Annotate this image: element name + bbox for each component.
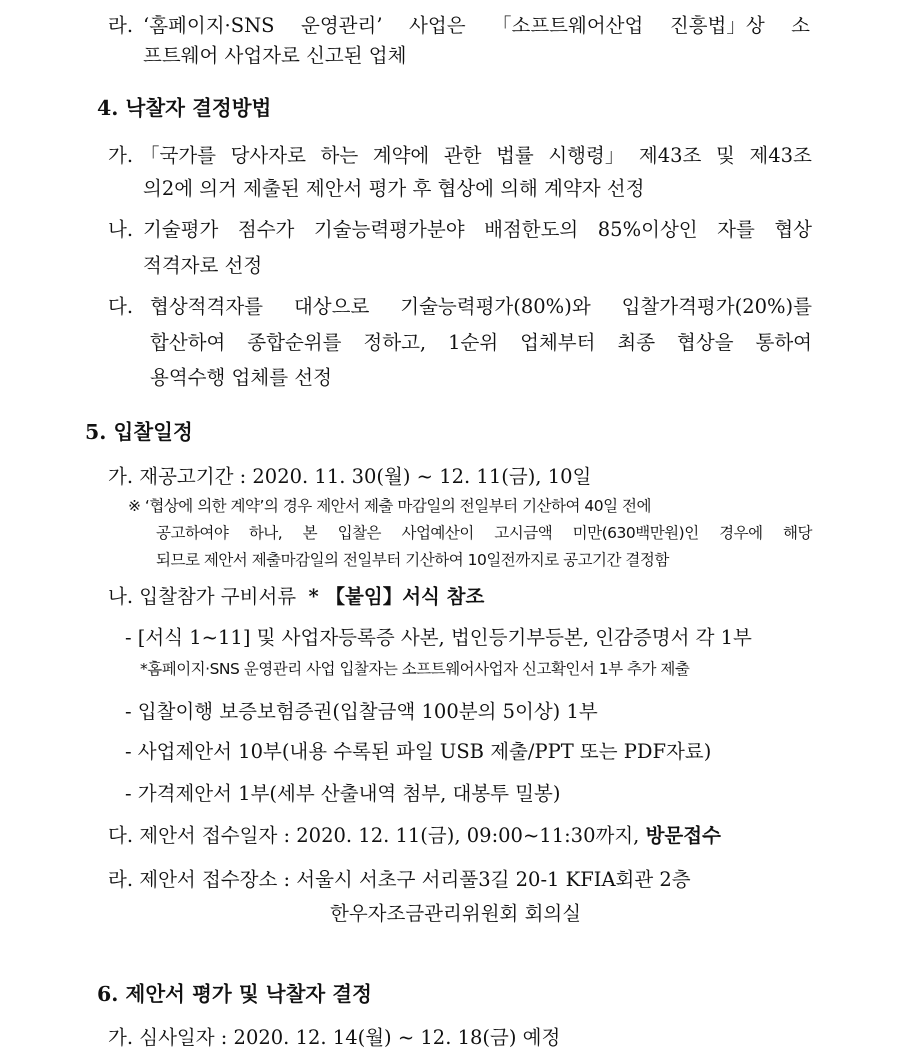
word: 소 [791,14,810,37]
word: 「국가를 [140,144,217,167]
word: 미만(630백만원)인 [572,524,699,542]
s5-da-text: 다. 제안서 접수일자 : 2020. 12. 11(금), 09:00~11:30까지, [108,824,646,847]
word: 85%이상인 [597,218,698,241]
s4-da-line3: 용역수행 업체를 선정 [150,366,332,389]
word: 합산하여 [150,331,226,354]
s5-item4: - 가격제안서 1부(세부 산출내역 첨부, 대봉투 밀봉) [125,782,561,805]
s5-item3: - 사업제안서 10부(내용 수록된 파일 USB 제출/PPT 또는 PDF자료) [125,740,712,763]
s4-ga-line1 [140,144,812,168]
s5-note-line1: ※ ‘협상에 의한 계약’의 경우 제안서 제출 마감일의 전일부터 기산하여 40일 전에 [128,497,651,515]
s4-ga-line2: 의2에 의거 제출된 제안서 평가 후 협상에 의해 계약자 선정 [143,177,645,200]
word: 배점한도의 [484,218,579,241]
word: 입찰은 [337,524,382,542]
word: 점수가 [237,218,295,241]
word: 협상적격자를 [150,295,264,318]
word: 정하고, [363,331,427,354]
s5-ra-line2: 한우자조금관리위원회 회의실 [330,902,582,925]
section-4-title: 4. 낙찰자 결정방법 [97,96,272,120]
word: 시행령」 [548,144,625,167]
word: 자를 [717,218,755,241]
s5-na-attachment-ref: * 【붙임】서식 참조 [308,585,485,608]
s4-na-line2: 적격자로 선정 [143,254,263,277]
word: 통하여 [755,331,812,354]
word: 기술능력평가분야 [313,218,465,241]
word: 기술능력평가(80%)와 [400,295,591,318]
word: 계약에 [372,144,430,167]
s5-item2: - 입찰이행 보증보험증권(입찰금액 100분의 5이상) 1부 [125,700,598,723]
word: 당사자로 [230,144,306,167]
word: 업체부터 [520,331,596,354]
s5-ga-line: 가. 재공고기간 : 2020. 11. 30(월) ~ 12. 11(금), 10일 [108,465,592,488]
word: 대상으로 [293,295,370,318]
word: 하나, [248,524,283,542]
s4-da-line1 [150,295,812,319]
s5-ra-line1: 라. 제안서 접수장소 : 서울시 서초구 서리풀3길 20-1 KFIA회관 2층 [108,868,691,891]
section-5-title: 5. 입찰일정 [85,420,193,444]
word: 기술평가 [143,218,219,241]
s5-na-text: 나. 입찰참가 구비서류 [108,585,309,608]
word: 공고하여야 [156,524,229,542]
word: 사업은 [409,14,466,37]
s5-note-line3: 되므로 제안서 제출마감일의 전일부터 기산하여 10일전까지로 공고기간 결정함 [156,551,669,569]
s5-da-visit-submission: 방문접수 [645,824,721,847]
s5-item1: - [서식 1~11] 및 사업자등록증 사본, 법인등기부등본, 인감증명서 각 1부 [125,626,752,649]
section-6-title: 6. 제안서 평가 및 낙찰자 결정 [97,982,372,1006]
word: 1순위 [448,331,499,354]
s5-item1-note: *홈페이지·SNS 운영관리 사업 입찰자는 소프트웨어사업자 신고확인서 1부 추가 제출 [140,660,690,678]
s3-ra-line2: 프트웨어 사업자로 신고된 업체 [143,44,407,67]
s4-ga-marker: 가. [108,144,134,167]
s3-ra-line1 [143,14,810,38]
s3-ra-marker: 라. [108,14,134,37]
word: 해당 [783,524,812,542]
word: 최종 [617,331,656,354]
word: 및 [715,144,735,167]
word: 진흥법」상 [669,14,765,37]
word: 경우에 [719,524,763,542]
word: 하는 [320,144,359,167]
s5-na-line [108,585,484,609]
word: 사업예산이 [401,524,474,542]
word: 협상을 [677,331,734,354]
word: 제43조 [749,144,812,167]
s6-ga-line: 가. 심사일자 : 2020. 12. 14(월) ~ 12. 18(금) 예정 [108,1026,561,1049]
word: 종합순위를 [247,331,342,354]
word: 법률 [496,144,534,167]
word: 본 [302,524,318,542]
word: 제43조 [638,144,702,167]
s5-da-line [108,824,721,848]
s4-da-marker: 다. [108,295,134,318]
word: ‘홈페이지·SNS [143,14,275,37]
s4-na-marker: 나. [108,218,134,241]
word: 협상 [774,218,812,241]
s5-note-line2 [156,522,812,544]
word: 고시금액 [494,524,553,542]
word: 「소프트웨어산업 [492,14,644,37]
s4-na-line1 [143,218,812,242]
word: 운영관리’ [301,14,383,37]
word: 관한 [443,144,482,167]
word: 입찰가격평가(20%)를 [621,295,812,318]
s4-da-line2 [150,331,812,355]
